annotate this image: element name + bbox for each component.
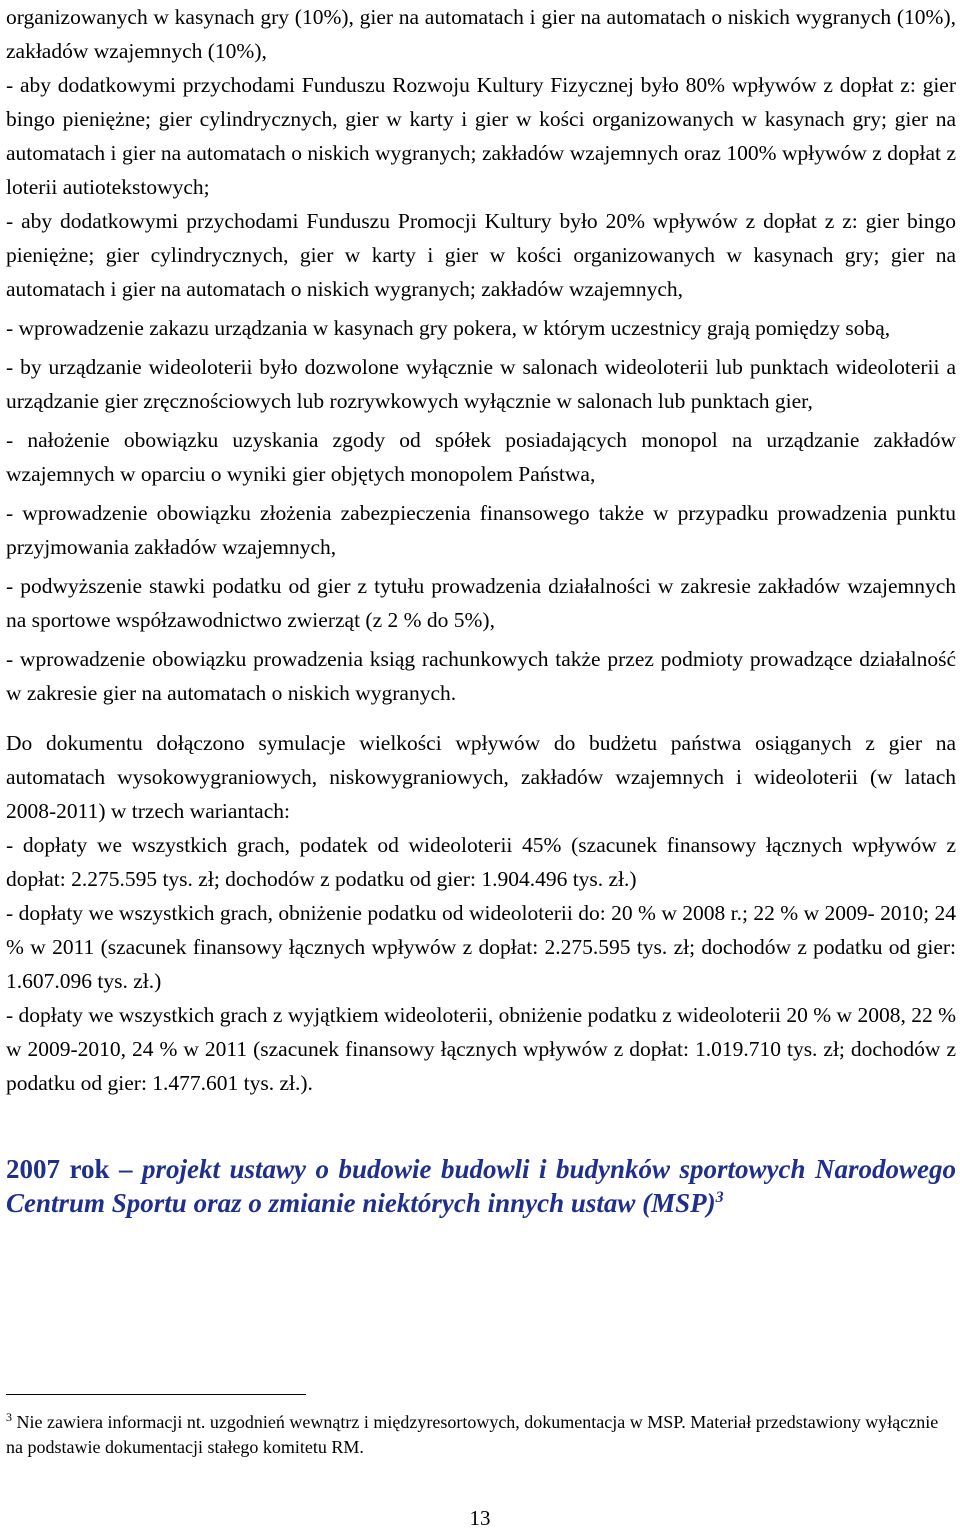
paragraph-wariant-3: - dopłaty we wszystkich grach z wyjątkiem wideoloterii, obniżenie podatku z wideoloterii 20 % w 2008, 22 % w 2009-2010, 24 % w 2011 (szacunek finansowy łącznych wpływów z dopłat: 1.019.710 tys. zł; dochodów z podatku od gier: 1.477.601 tys. zł.).: [6, 1003, 956, 1095]
paragraph-zabezpieczenie: - wprowadzenie obowiązku złożenia zabezpieczenia finansowego także w przypadku prowadzenia punktu przyjmowania zakładów wzajemnych,: [6, 501, 956, 559]
footnote-reference: 3: [715, 1189, 724, 1206]
paragraph-fundusz-rozwoju: - aby dodatkowymi przychodami Funduszu Rozwoju Kultury Fizycznej było 80% wpływów z dopłat z: gier bingo pieniężne; gier cylindrycznych, gier w karty i gier w kości organizowanych w kasynach gry; gier na automatach i gier na automatach o niskich wygranych; zakładów wzajemnych oraz 100% wpływów z dopłat z loterii autiotekstowych;: [6, 73, 956, 199]
footnote: [6, 1410, 946, 1460]
footnote-text: Nie zawiera informacji nt. uzgodnień wewnątrz i międzyresortowych, dokumentacja w MSP. Materiał przedstawiony wyłącznie na podstawie dokumentacji stałego komitetu RM.: [6, 1412, 939, 1457]
paragraph-stawka-podatku: - podwyższenie stawki podatku od gier z tytułu prowadzenia działalności w zakresie zakładów wzajemnych na sportowe współzawodnictwo zwierząt (z 2 % do 5%),: [6, 574, 956, 632]
paragraph-wariant-2: - dopłaty we wszystkich grach, obniżenie podatku od wideoloterii do: 20 % w 2008 r.; 22 % w 2009- 2010; 24 % w 2011 (szacunek finansowy łącznych wpływów z dopłat: 2.275.595 tys. zł; dochodów z podatku od gier: 1.607.096 tys. zł.): [6, 901, 956, 993]
page-number: 13: [469, 1506, 491, 1530]
paragraph-fundusz-promocji: - aby dodatkowymi przychodami Funduszu Promocji Kultury było 20% wpływów z dopłat z z: gier bingo pieniężne; gier cylindrycznych, gier w karty i gier w kości organizowanych w kasynach gry; gier na automatach i gier na automatach o niskich wygranych; zakładów wzajemnych,: [6, 209, 956, 301]
heading-title: projekt ustawy o budowie budowli i budynków sportowych Narodowego Centrum Sportu oraz o zmianie niektórych innych ustaw (MSP): [6, 1154, 956, 1218]
section-heading: [6, 1152, 956, 1220]
footnote-separator: [6, 1394, 306, 1395]
paragraph-continuation: organizowanych w kasynach gry (10%), gier na automatach i gier na automatach o niskich wygranych (10%), zakładów wzajemnych (10%),: [6, 5, 956, 63]
paragraph-wariant-1: - dopłaty we wszystkich grach, podatek od wideoloterii 45% (szacunek finansowy łącznych wpływów z dopłat: 2.275.595 tys. zł; dochodów z podatku od gier: 1.904.496 tys. zł.): [6, 833, 956, 891]
footnote-marker: 3: [6, 1410, 12, 1424]
paragraph-wideoloterie: - by urządzanie wideoloterii było dozwolone wyłącznie w salonach wideoloterii lub punktach wideoloterii a urządzanie gier zręcznościowych lub rozrywkowych wyłącznie w salonach lub punktach gier,: [6, 355, 956, 413]
heading-year: 2007 rok –: [6, 1154, 142, 1184]
document-page: [6, 0, 956, 1220]
paragraph-ksiegi-rachunkowe: - wprowadzenie obowiązku prowadzenia ksiąg rachunkowych także przez podmioty prowadzące działalność w zakresie gier na automatach o niskich wygranych.: [6, 647, 956, 705]
paragraph-zakaz-pokera: - wprowadzenie zakazu urządzania w kasynach gry pokera, w którym uczestnicy grają pomiędzy sobą,: [6, 316, 891, 340]
paragraph-symulacje: Do dokumentu dołączono symulacje wielkości wpływów do budżetu państwa osiąganych z gier na automatach wysokowygraniowych, niskowygraniowych, zakładów wzajemnych i wideoloterii (w latach 2008-2011) w trzech wariantach:: [6, 731, 956, 823]
paragraph-zgoda-spolek: - nałożenie obowiązku uzyskania zgody od spółek posiadających monopol na urządzanie zakładów wzajemnych w oparciu o wyniki gier objętych monopolem Państwa,: [6, 428, 956, 486]
